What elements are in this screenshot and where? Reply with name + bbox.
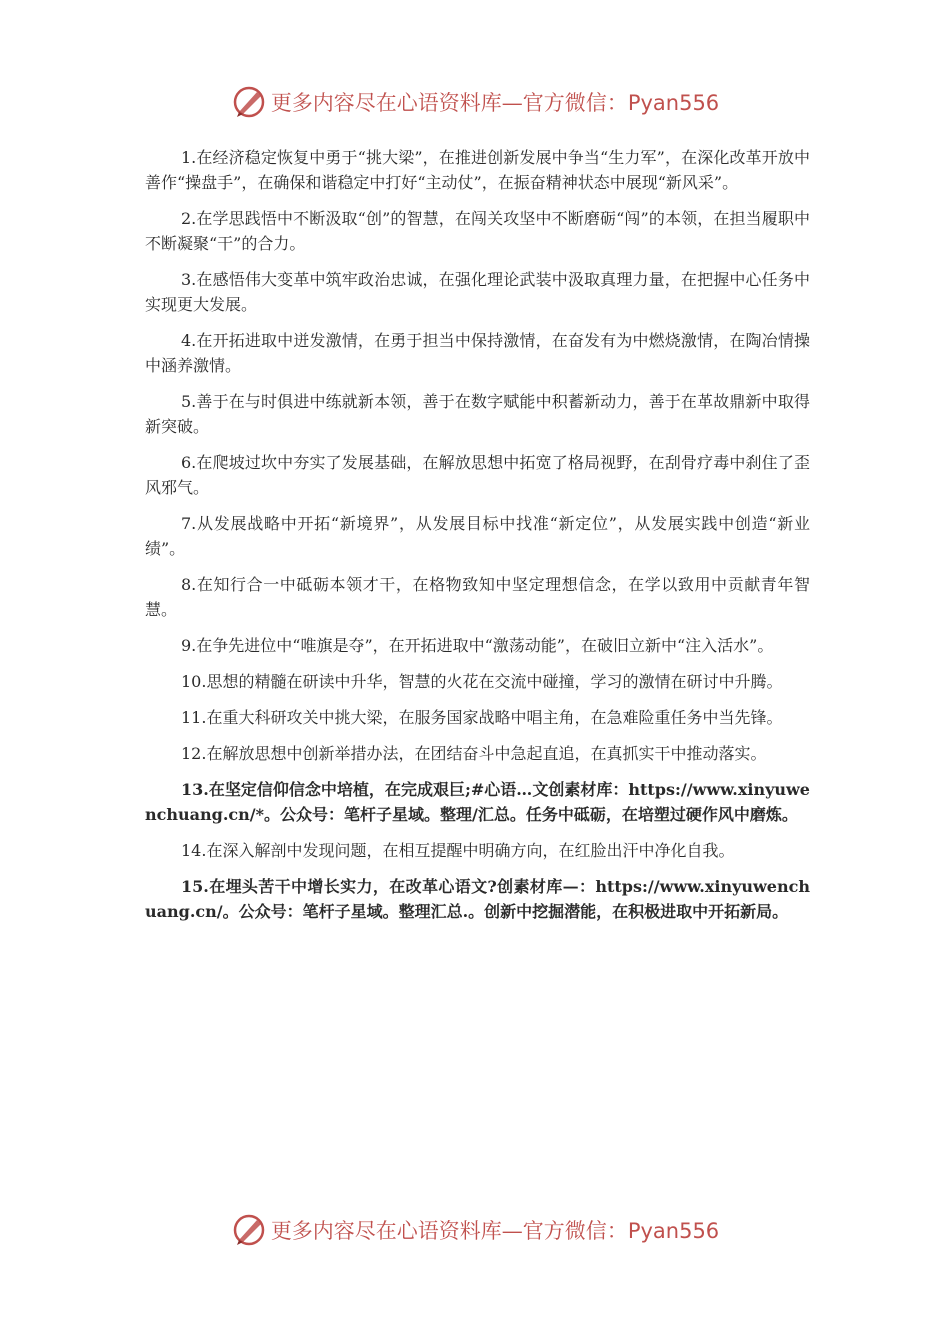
- list-item: 6.在爬坡过坎中夯实了发展基础，在解放思想中拓宽了格局视野，在刮骨疗毒中刹住了歪风邪气。: [145, 453, 810, 497]
- header-banner: [0, 82, 950, 122]
- list-item: 13.在坚定信仰信念中培植，在完成艰巨;#心语…文创素材库：https://www.xinyuwenchuang.cn/*。公众号：笔杆子星域。整理/汇总。任务中砥砺，在培塑过硬作风中磨炼。: [145, 780, 810, 824]
- list-item: 2.在学思践悟中不断汲取“创”的智慧，在闯关攻坚中不断磨砺“闯”的本领，在担当履职中不断凝聚“干”的合力。: [145, 209, 810, 253]
- banner-text: 更多内容尽在心语资料库—官方微信：Pyan556: [270, 91, 720, 115]
- list-item: 1.在经济稳定恢复中勇于“挑大梁”，在推进创新发展中争当“生力军”，在深化改革开放中善作“操盘手”，在确保和谐稳定中打好“主动仗”，在振奋精神状态中展现“新风采”。: [145, 148, 810, 192]
- pen-logo-icon: [231, 1212, 267, 1248]
- document-body: [145, 145, 810, 935]
- list-item: 3.在感悟伟大变革中筑牢政治忠诚，在强化理论武装中汲取真理力量，在把握中心任务中实现更大发展。: [145, 270, 810, 314]
- banner-text: 更多内容尽在心语资料库—官方微信：Pyan556: [270, 1219, 720, 1243]
- pen-logo-icon: [231, 84, 267, 120]
- list-item: 11.在重大科研攻关中挑大梁，在服务国家战略中唱主角，在急难险重任务中当先锋。: [181, 708, 783, 727]
- list-item: 5.善于在与时俱进中练就新本领，善于在数字赋能中积蓄新动力，善于在革故鼎新中取得新突破。: [145, 392, 810, 436]
- list-item: 10.思想的精髓在研读中升华，智慧的火花在交流中碰撞，学习的激情在研讨中升腾。: [181, 672, 783, 691]
- list-item: 7.从发展战略中开拓“新境界”，从发展目标中找准“新定位”，从发展实践中创造“新业绩”。: [145, 514, 810, 558]
- footer-banner: [0, 1210, 950, 1250]
- list-item: 9.在争先进位中“唯旗是夺”，在开拓进取中“激荡动能”，在破旧立新中“注入活水”。: [181, 636, 774, 655]
- list-item: 8.在知行合一中砥砺本领才干，在格物致知中坚定理想信念，在学以致用中贡献青年智慧。: [145, 575, 810, 619]
- list-item: 12.在解放思想中创新举措办法，在团结奋斗中急起直追，在真抓实干中推动落实。: [181, 744, 767, 763]
- list-item: 15.在埋头苦干中增长实力，在改革心语文?创素材库—：https://www.xinyuwenchuang.cn/。公众号：笔杆子星域。整理汇总.。创新中挖掘潜能，在积极进取中开拓新局。: [145, 877, 810, 921]
- list-item: 4.在开拓进取中迸发激情，在勇于担当中保持激情，在奋发有为中燃烧激情，在陶冶情操中涵养激情。: [145, 331, 810, 375]
- list-item: 14.在深入解剖中发现问题，在相互提醒中明确方向，在红脸出汗中净化自我。: [181, 841, 735, 860]
